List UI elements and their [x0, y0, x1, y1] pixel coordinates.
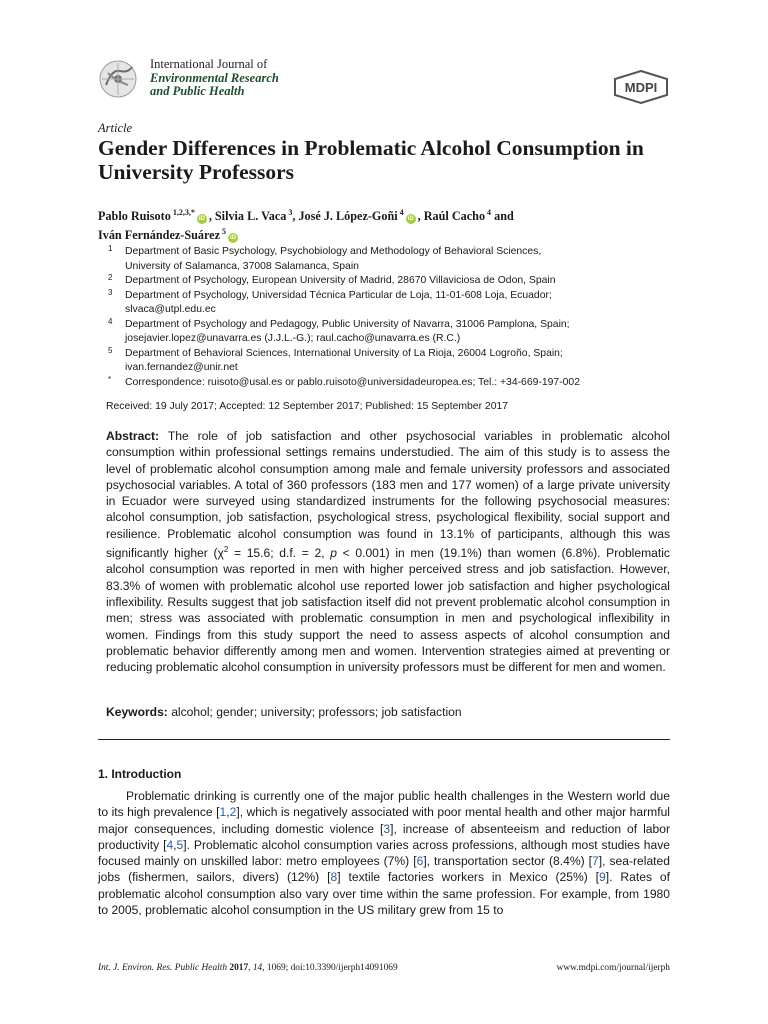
affiliation-item [98, 245, 678, 274]
affiliation-item [98, 289, 678, 318]
intro-text: , [173, 837, 177, 852]
keywords-text: alcohol; gender; university; professors; job satisfaction [171, 705, 462, 719]
affiliation-number: 5 [108, 345, 113, 355]
affiliation-line: slvaca@utpl.edu.ec [125, 304, 216, 315]
intro-text: ], sea-related jobs (fishermen, sailors, divers) (12%) [ [98, 854, 670, 885]
author-separator: , [417, 209, 424, 224]
affiliation-number: * [108, 374, 112, 384]
author-list [98, 205, 658, 243]
citation-link[interactable]: 3 [383, 821, 391, 836]
affiliation-line: Department of Psychology, European University of Madrid, 28670 Villaviciosa de Odon, Spain [125, 275, 556, 286]
citation-link[interactable]: 1 [219, 805, 227, 820]
footer-doi: , 1069; doi:10.3390/ijerph14091069 [262, 963, 398, 973]
paper-title: Gender Differences in Problematic Alcohol Consumption in University Professors [98, 136, 644, 184]
author-name: Pablo Ruisoto [98, 209, 171, 224]
footer-citation: Int. J. Environ. Res. Public Health 2017, 14, 1069; doi:10.3390/ijerph14091069 [98, 963, 398, 973]
article-type: Article [98, 121, 133, 135]
intro-text: ], increase of absenteeism and reduction of labor productivity [ [98, 821, 671, 852]
journal-line-1: International Journal of [150, 57, 268, 71]
affiliation-number: 4 [108, 316, 113, 326]
citation-link[interactable]: 5 [176, 837, 184, 852]
author-affiliation-marker: 5 [219, 227, 226, 237]
intro-text: ], transportation sector (8.4%) [ [423, 854, 592, 869]
affiliation-number: 1 [108, 244, 113, 253]
citation-link[interactable]: 7 [592, 854, 599, 869]
citation-link[interactable]: 6 [416, 854, 424, 869]
affiliation-item [98, 318, 678, 347]
section-divider [98, 739, 670, 740]
affiliation-line: Correspondence: ruisoto@usal.es or pablo.ruisoto@universidadeuropea.es; Tel.: +34-669-197-002 [125, 376, 580, 388]
intro-text: ] textile factories workers in Mexico (25%) [ [337, 870, 600, 885]
journal-logo-icon [98, 59, 142, 99]
citation-link[interactable]: 2 [229, 805, 237, 820]
author-affiliation-marker: 4 [485, 208, 492, 217]
affiliation-line: ivan.fernandez@unir.net [125, 362, 238, 373]
abstract [106, 428, 670, 675]
affiliation-line: josejavier.lopez@unavarra.es (J.J.L.-G.); raul.cacho@unavarra.es (R.C.) [125, 333, 461, 344]
affiliation-number: 2 [108, 273, 113, 282]
abstract-label: Abstract: [106, 429, 160, 443]
author-name: José J. López-Goñi [298, 209, 398, 224]
keywords-label: Keywords: [106, 705, 168, 719]
affiliation-line: Department of Basic Psychology, Psychobiology and Methodology of Behavioral Sciences, [125, 246, 542, 257]
footer-journal-abbrev: Int. J. Environ. Res. Public Health [98, 963, 228, 973]
author-separator: and [491, 209, 514, 224]
journal-name [150, 58, 279, 99]
footer-year: 2017 [229, 963, 249, 973]
author-name: Iván Fernández-Suárez [98, 228, 220, 243]
affiliation-item [98, 376, 678, 391]
journal-line-3: and Public Health [150, 84, 245, 98]
mdpi-logo-icon [612, 70, 670, 104]
abstract-text-2: = 15.6; d.f. = 2, [228, 546, 331, 561]
orcid-icon[interactable]: iD [229, 235, 236, 242]
intro-text: , [226, 805, 230, 820]
author-affiliation-marker: 3 [286, 208, 293, 217]
keywords [106, 705, 670, 719]
abstract-text-3: < 0.001) in men (19.1%) than women (6.8%). Problematic alcohol consumption was reported in men with higher perceived stress and job satisfaction. However, 83.3% of women with problematic alcohol use reported lower job satisfaction and higher psychological inflexibility. Results suggest that job satisfaction itself did not prevent problematic alcohol consumption in men; stress was associated with problematic consumption in men and psychological inflexibility in women. Findings from this study support the need to assess aspects of alcohol consumption and problematic behavior differently among men and women. Intervention strategies aimed at preventing or reducing problematic alcohol consumption in university professors must be different for men and women. [106, 546, 670, 675]
affiliation-line: Department of Psychology, Universidad Técnica Particular de Loja, 11-01-608 Loja, Ecuador; [125, 289, 552, 301]
intro-paragraph [98, 788, 670, 918]
footer-url[interactable]: www.mdpi.com/journal/ijerph [556, 963, 670, 973]
section-heading: 1. Introduction [98, 767, 182, 781]
publication-dates: Received: 19 July 2017; Accepted: 12 September 2017; Published: 15 September 2017 [106, 401, 509, 412]
affiliation-list [98, 245, 678, 390]
affiliation-line: Department of Behavioral Sciences, International University of La Rioja, 26004 Logroño, Spain; [125, 347, 563, 359]
intro-text: Problematic drinking is currently one of the major public health challenges in the Western world due to its high prevalence [ [98, 789, 670, 820]
abstract-chi-superscript: 2 [223, 545, 229, 555]
author-separator: , [208, 209, 215, 224]
intro-text: ]. Rates of problematic alcohol consumption also vary over time within the same profession. For example, from 1980 to 2005, problematic alcohol consumption in the US military grew from 15 to [98, 870, 671, 918]
affiliation-item [98, 274, 678, 289]
author-affiliation-marker: 4 [397, 208, 404, 217]
citation-link[interactable]: 4 [166, 837, 174, 852]
affiliation-item [98, 347, 678, 376]
citation-link[interactable]: 8 [330, 870, 338, 885]
affiliation-line: Department of Psychology and Pedagogy, Public University of Navarra, 31006 Pamplona, Spain; [125, 318, 570, 330]
author-name: Silvia L. Vaca [214, 209, 287, 224]
orcid-icon[interactable]: iD [407, 216, 414, 223]
intro-text: ]. Problematic alcohol consumption varies across professions, although most studies have focused mainly on unskilled labor: metro employees (7%) [ [98, 837, 670, 869]
svg-text:MDPI: MDPI [624, 80, 658, 95]
orcid-icon[interactable]: iD [198, 216, 205, 223]
affiliation-line: University of Salamanca, 37008 Salamanca, Spain [125, 260, 359, 272]
citation-link[interactable]: 9 [599, 870, 606, 885]
author-affiliation-marker: 1,2,3,* [170, 208, 195, 217]
footer-volume: 14 [252, 963, 263, 973]
abstract-p-italic: p [330, 546, 337, 561]
affiliation-number: 3 [108, 287, 113, 297]
author-separator: , [292, 209, 299, 224]
abstract-text-1: The role of job satisfaction and other psychosocial variables in problematic alcohol consumption within professional settings remains understudied. The aim of this study is to assess the level of problematic alcohol consumption among male and female university professors and associated psychosocial variables. A total of 360 professors (183 men and 177 women) of a large private university in Ecuador were surveyed using standardized instruments for the following psychosocial measures: alcohol consumption, job satisfaction, psychological stress, psychological flexibility, social support and resilience. Problematic alcohol consumption was found in 13.1% of participants, although this was significantly higher (χ [106, 429, 670, 561]
journal-line-2: Environmental Research [150, 70, 279, 85]
author-name: Raúl Cacho [423, 209, 486, 224]
intro-text: ], which is negatively associated with poor mental health and other major harmful major consequences, including domestic violence [ [98, 805, 670, 836]
